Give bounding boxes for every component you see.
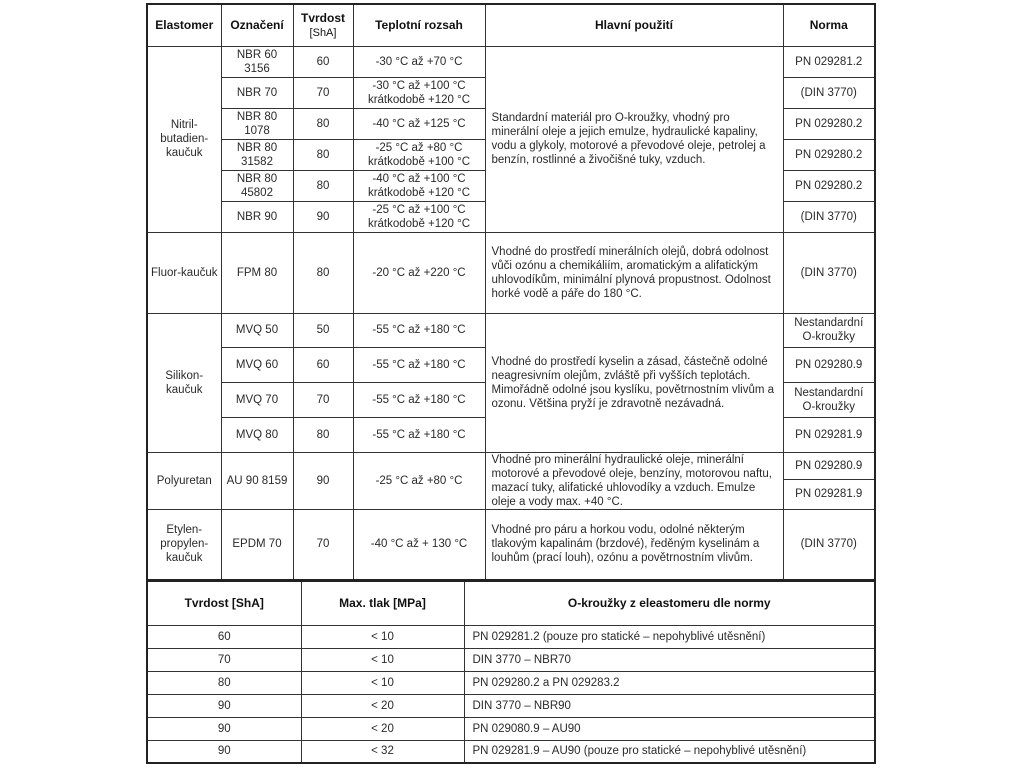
table-row <box>147 717 875 740</box>
code-cell: NBR 90 <box>221 201 293 232</box>
temperature-cell: -40 °C až + 130 °C <box>353 509 485 580</box>
temperature-cell: -55 °C až +180 °C <box>353 382 485 417</box>
usage-cell: Vhodné do prostředí kyselin a zásad, částečně odolné neagresivním olejům, zvláště při vyšších teplotách. Mimořádně odolné jsou kyslíku, povětrnostním vlivům a ozonu. Většina pryží je zdravotně nezávadná. <box>485 313 783 452</box>
hardness-cell: 80 <box>293 170 353 201</box>
norm-cell: PN 029281.2 <box>783 46 875 77</box>
usage-cell: Standardní materiál pro O-kroužky, vhodný pro minerální oleje a jejich emulze, hydraulické kapaliny, vodu a glykoly, motorové a převodové oleje, petrolej a benzín, rostlinné a živočišné tuky, vzduch. <box>485 46 783 232</box>
usage-cell: Vhodné do prostředí minerálních olejů, dobrá odolnost vůči ozónu a chemikáliím, aromatickým a alifatickým uhlovodíkům, minimální plynová propustnost. Odolnost horké vodě a páře do 180 °C. <box>485 232 783 313</box>
code-cell: MVQ 70 <box>221 382 293 417</box>
temperature-cell: -30 °C až +70 °C <box>353 46 485 77</box>
norm-cell: PN 029280.2 a PN 029283.2 <box>464 671 875 694</box>
hardness-cell: 80 <box>293 232 353 313</box>
norm-cell: PN 029280.2 <box>783 108 875 139</box>
code-cell: EPDM 70 <box>221 509 293 580</box>
col-normy: O-kroužky z eleastomeru dle normy <box>464 581 875 625</box>
norm-cell: Nestandardní O-kroužky <box>783 313 875 347</box>
temperature-cell: -55 °C až +180 °C <box>353 417 485 452</box>
norm-cell: (DIN 3770) <box>783 201 875 232</box>
norm-cell: (DIN 3770) <box>783 509 875 580</box>
elastomer-table <box>146 3 876 581</box>
norm-cell: PN 029080.9 – AU90 <box>464 717 875 740</box>
norm-cell: PN 029280.2 <box>783 170 875 201</box>
table-row <box>147 694 875 717</box>
hardness-cell: 90 <box>147 694 301 717</box>
norm-cell: PN 029281.2 (pouze pro statické – nepohyblivé utěsnění) <box>464 625 875 648</box>
col-oznaceni: Označení <box>221 4 293 46</box>
elastomer-cell: Fluor-kaučuk <box>147 232 221 313</box>
pressure-cell: < 20 <box>301 717 464 740</box>
table-row <box>147 625 875 648</box>
col-tvrdost-label: Tvrdost <box>300 10 345 25</box>
temperature-cell: -25 °C až +80 °C <box>353 452 485 509</box>
temperature-cell: -40 °C až +100 °C krátkodobě +120 °C <box>353 170 485 201</box>
elastomer-cell: Polyuretan <box>147 452 221 509</box>
temperature-cell: -30 °C až +100 °C krátkodobě +120 °C <box>353 77 485 108</box>
hardness-cell: 80 <box>293 139 353 170</box>
col-tvrdost-unit: [ShA] <box>309 26 337 39</box>
elastomer-cell: Silikon-kaučuk <box>147 313 221 452</box>
table-row <box>147 313 875 347</box>
pressure-cell: < 10 <box>301 671 464 694</box>
code-cell: NBR 70 <box>221 77 293 108</box>
norm-cell: DIN 3770 – NBR90 <box>464 694 875 717</box>
col-teplota: Teplotní rozsah <box>353 4 485 46</box>
norm-cell: Nestandardní O-kroužky <box>783 382 875 417</box>
norm-cell: PN 029281.9 <box>783 480 875 509</box>
col-pouziti: Hlavní použití <box>485 4 783 46</box>
table-row <box>147 671 875 694</box>
col-tvrdost <box>293 4 353 46</box>
hardness-cell: 90 <box>147 740 301 763</box>
pressure-table <box>146 580 876 764</box>
hardness-cell: 70 <box>293 509 353 580</box>
pressure-cell: < 32 <box>301 740 464 763</box>
code-cell: MVQ 50 <box>221 313 293 347</box>
temperature-cell: -25 °C až +80 °C krátkodobě +100 °C <box>353 139 485 170</box>
hardness-cell: 80 <box>147 671 301 694</box>
temperature-cell: -55 °C až +180 °C <box>353 313 485 347</box>
code-cell: NBR 80 31582 <box>221 139 293 170</box>
col-norma: Norma <box>783 4 875 46</box>
pressure-cell: < 10 <box>301 648 464 671</box>
usage-cell: Vhodné pro minerální hydraulické oleje, minerální motorové a převodové oleje, benzíny, motorovou naftu, mazací tuky, alifatické uhlovodíky a vzduch. Emulze oleje a vody max. +40 °C. <box>485 452 783 509</box>
code-cell: MVQ 60 <box>221 347 293 382</box>
norm-cell: DIN 3770 – NBR70 <box>464 648 875 671</box>
hardness-cell: 60 <box>293 347 353 382</box>
temperature-cell: -20 °C až +220 °C <box>353 232 485 313</box>
table-row <box>147 509 875 580</box>
norm-cell: PN 029280.9 <box>783 347 875 382</box>
table-row <box>147 46 875 77</box>
col-elastomer: Elastomer <box>147 4 221 46</box>
usage-cell: Vhodné pro páru a horkou vodu, odolné některým tlakovým kapalinám (brzdové), ředěným kyselinám a louhům (prací louh), ozónu a povětrnostním vlivům. <box>485 509 783 580</box>
code-cell: NBR 80 45802 <box>221 170 293 201</box>
table-row <box>147 452 875 480</box>
hardness-cell: 90 <box>293 201 353 232</box>
table-row <box>147 740 875 763</box>
table-row <box>147 232 875 313</box>
hardness-cell: 80 <box>293 417 353 452</box>
col-max-tlak: Max. tlak [MPa] <box>301 581 464 625</box>
temperature-cell: -25 °C až +100 °C krátkodobě +120 °C <box>353 201 485 232</box>
norm-cell: (DIN 3770) <box>783 232 875 313</box>
table-row <box>147 648 875 671</box>
hardness-cell: 50 <box>293 313 353 347</box>
code-cell: FPM 80 <box>221 232 293 313</box>
hardness-cell: 90 <box>293 452 353 509</box>
col-tvrdost: Tvrdost [ShA] <box>147 581 301 625</box>
temperature-cell: -55 °C až +180 °C <box>353 347 485 382</box>
code-cell: NBR 80 1078 <box>221 108 293 139</box>
hardness-cell: 70 <box>293 382 353 417</box>
norm-cell: PN 029281.9 <box>783 417 875 452</box>
code-cell: AU 90 8159 <box>221 452 293 509</box>
hardness-cell: 80 <box>293 108 353 139</box>
hardness-cell: 60 <box>293 46 353 77</box>
hardness-cell: 60 <box>147 625 301 648</box>
pressure-cell: < 10 <box>301 625 464 648</box>
code-cell: MVQ 80 <box>221 417 293 452</box>
norm-cell: (DIN 3770) <box>783 77 875 108</box>
elastomer-cell: Nitril-butadien-kaučuk <box>147 46 221 232</box>
header-row <box>147 581 875 625</box>
hardness-cell: 90 <box>147 717 301 740</box>
code-cell: NBR 60 3156 <box>221 46 293 77</box>
norm-cell: PN 029281.9 – AU90 (pouze pro statické – nepohyblivé utěsnění) <box>464 740 875 763</box>
temperature-cell: -40 °C až +125 °C <box>353 108 485 139</box>
norm-cell: PN 029280.2 <box>783 139 875 170</box>
elastomer-cell: Etylen-propylen-kaučuk <box>147 509 221 580</box>
pressure-cell: < 20 <box>301 694 464 717</box>
header-row <box>147 4 875 46</box>
norm-cell: PN 029280.9 <box>783 452 875 480</box>
hardness-cell: 70 <box>293 77 353 108</box>
hardness-cell: 70 <box>147 648 301 671</box>
